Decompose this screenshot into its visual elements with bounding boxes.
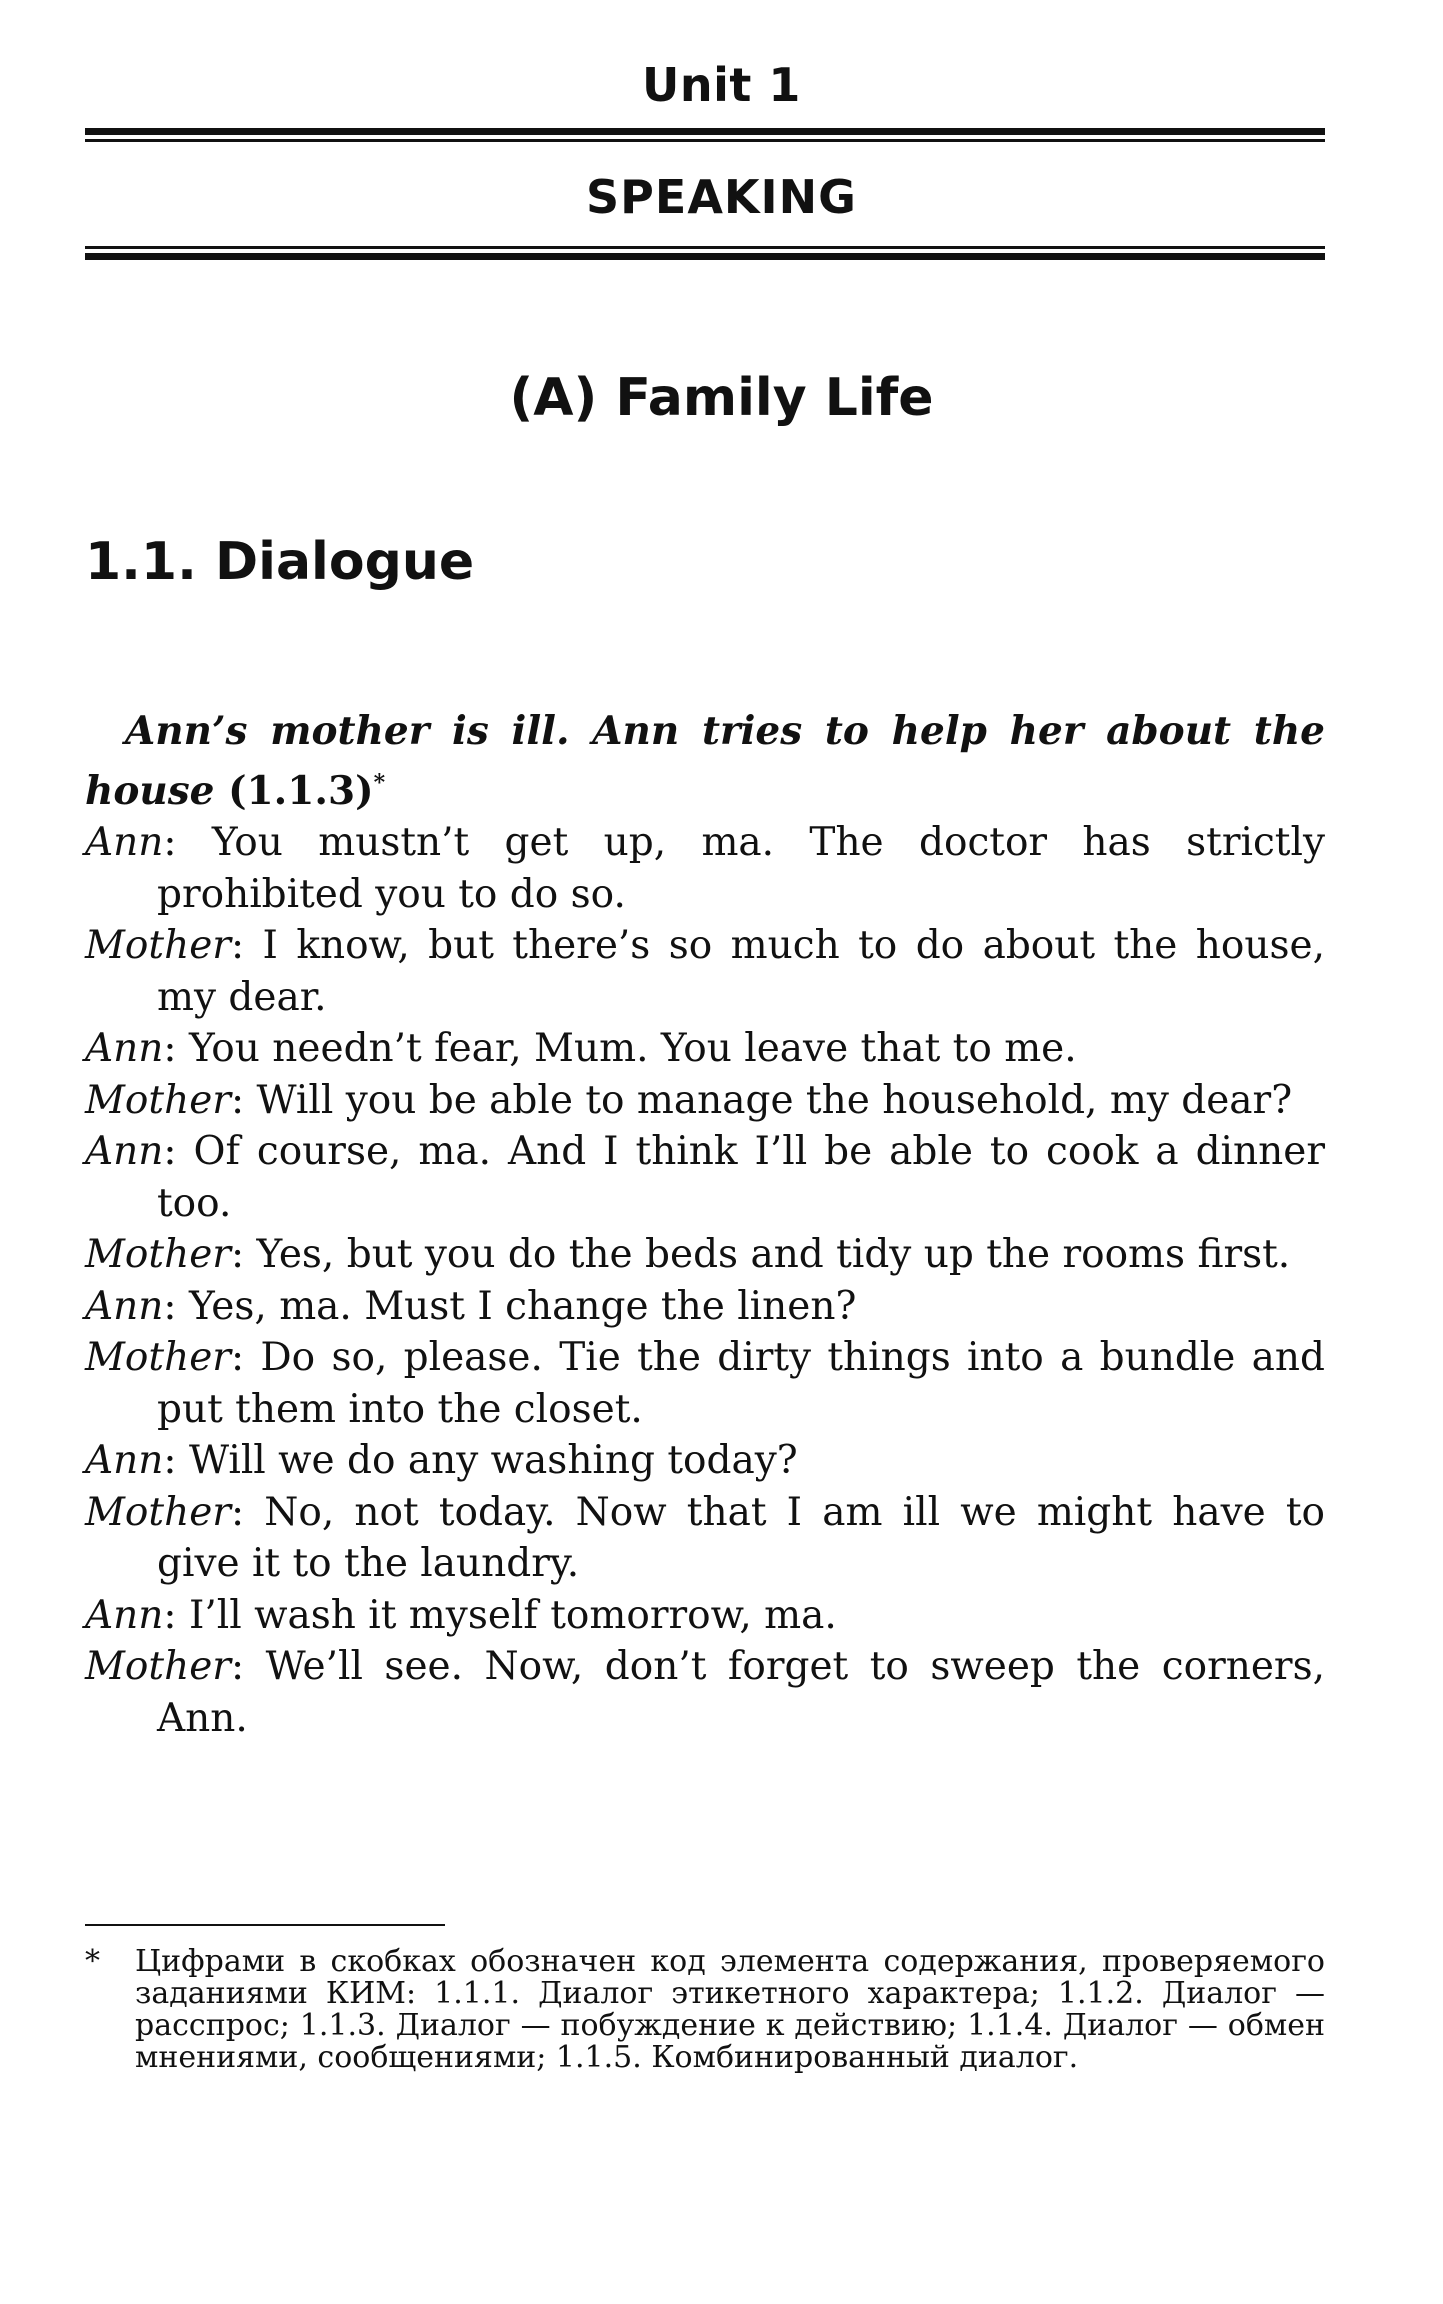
task-statement (85, 706, 1325, 817)
speaker: Ann (85, 1283, 164, 1329)
task-code (228, 768, 385, 814)
speaker: Ann (85, 1438, 164, 1483)
header-rule-top (85, 128, 1325, 142)
header-rule-bottom (85, 246, 1325, 260)
utterance: Do so, please. Tie the dirty things into a bundle and put them into the closet. (157, 1335, 1325, 1432)
utterance: Of course, ma. And I think I’ll be able to cook a dinner too. (157, 1129, 1325, 1226)
rule-thick (85, 128, 1325, 135)
dialogue-line: Ann: You needn’t fear, Mum. You leave that to me. (85, 1026, 1077, 1071)
section-title: SPEAKING (586, 170, 857, 224)
utterance: You needn’t fear, Mum. You leave that to me. (188, 1026, 1077, 1071)
speaker: Mother (85, 1077, 231, 1123)
utterance: I’ll wash it myself tomorrow, ma. (188, 1592, 837, 1638)
utterance: Yes, ma. Must I change the linen? (188, 1283, 857, 1329)
speaker: Mother (85, 1489, 231, 1535)
utterance: You mustn’t get up, ma. The doctor has strictly prohibited you to do so. (157, 820, 1325, 917)
utterance: We’ll see. Now, don’t forget to sweep the corners, Ann. (157, 1644, 1325, 1741)
footnote-text: Цифрами в скобках обозначен код элемента содержания, проверяемого заданиями КИМ: 1.1.1. Диалог этикетного характера; 1.1.2. Диалог — расспрос; 1.1.3. Диалог — побуждение к действию; 1.1.4. Диалог — обмен мнениями, сообщениями; 1.1.5. Комбинированный диалог. (135, 1944, 1325, 2075)
dialogue-line: Ann: Yes, ma. Must I change the linen? (85, 1283, 857, 1329)
utterance: Will you be able to manage the household, my dear? (256, 1077, 1293, 1123)
task-code-value: (1.1.3) (228, 767, 374, 814)
footnote-ref: * (373, 769, 386, 796)
utterance: No, not today. Now that I am ill we might have to give it to the laundry. (157, 1489, 1325, 1586)
unit-title: Unit 1 (642, 58, 801, 112)
speaker: Mother (85, 1335, 231, 1380)
rule-thin (85, 139, 1325, 142)
speaker: Ann (85, 820, 164, 865)
dialogue-line: Mother: Do so, please. Tie the dirty things into a bundle and put them into the closet. (85, 1335, 1325, 1432)
speaker: Ann (85, 1592, 164, 1638)
subsection-title: 1.1. Dialogue (85, 532, 475, 592)
dialogue-line: Mother: No, not today. Now that I am ill we might have to give it to the laundry. (85, 1489, 1325, 1586)
dialogue-line: Mother: We’ll see. Now, don’t forget to sweep the corners, Ann. (85, 1644, 1325, 1741)
dialogue-line: Ann: I’ll wash it myself tomorrow, ma. (85, 1592, 837, 1638)
rule-thin (85, 246, 1325, 249)
dialogue-line: Ann: You mustn’t get up, ma. The doctor has strictly prohibited you to do so. (85, 820, 1325, 917)
footnote-divider (85, 1924, 445, 1926)
speaker: Mother (85, 1644, 231, 1689)
utterance: Will we do any washing today? (188, 1438, 798, 1483)
dialogue-block (85, 706, 1325, 1744)
dialogue-line: Ann: Will we do any washing today? (85, 1438, 798, 1483)
speaker: Mother (85, 923, 231, 968)
dialogue-line: Mother: Yes, but you do the beds and tidy up the rooms first. (85, 1232, 1291, 1277)
speaker: Ann (85, 1026, 164, 1071)
utterance: I know, but there’s so much to do about the house, my dear. (157, 923, 1325, 1020)
topic-title: (A) Family Life (509, 368, 934, 428)
dialogue-line: Ann: Of course, ma. And I think I’ll be able to cook a dinner too. (85, 1129, 1325, 1226)
dialogue-line: Mother: I know, but there’s so much to do about the house, my dear. (85, 923, 1325, 1020)
dialogue-line: Mother: Will you be able to manage the household, my dear? (85, 1077, 1293, 1123)
footnote-mark: * (85, 1944, 100, 1979)
rule-thick (85, 253, 1325, 260)
task-text: Ann’s mother is ill. Ann tries to help her about the house (85, 708, 1325, 814)
speaker: Ann (85, 1129, 164, 1174)
utterance: Yes, but you do the beds and tidy up the rooms first. (256, 1232, 1291, 1277)
footnote (85, 1946, 1325, 2074)
speaker: Mother (85, 1232, 231, 1277)
